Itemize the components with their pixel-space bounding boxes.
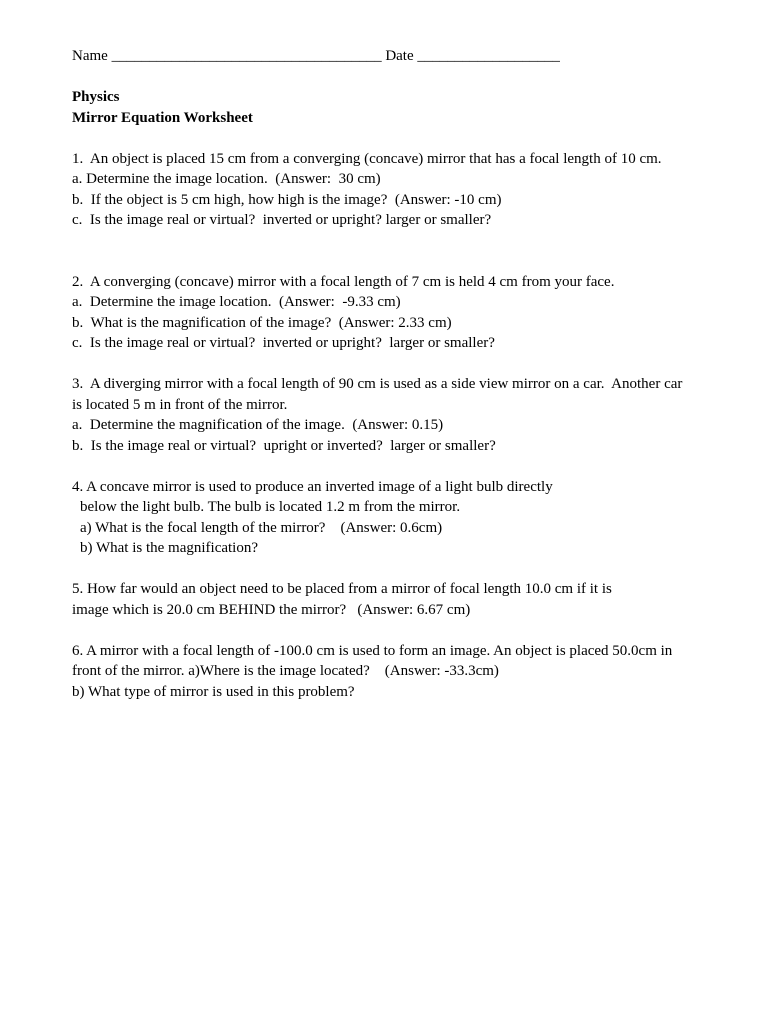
question-line: 1. An object is placed 15 cm from a converging (concave) mirror that has a focal length of 10 cm.	[72, 150, 662, 167]
question-line: 6. A mirror with a focal length of -100.0 cm is used to form an image. An object is placed 50.0cm in	[72, 642, 673, 659]
question-line: a. Determine the magnification of the image. (Answer: 0.15)	[72, 417, 444, 433]
worksheet-title: Mirror Equation Worksheet	[72, 109, 253, 126]
question-5	[72, 579, 712, 620]
question-line: 5. How far would an object need to be placed from a mirror of focal length 10.0 cm if it is	[72, 581, 612, 597]
question-line: is located 5 m in front of the mirror.	[72, 396, 288, 413]
question-2	[72, 272, 712, 354]
spacer	[72, 456, 712, 477]
spacer	[72, 231, 712, 272]
question-line: front of the mirror. a)Where is the image located? (Answer: -33.3cm)	[72, 663, 499, 679]
spacer	[72, 67, 712, 88]
question-line: b. If the object is 5 cm high, how high is the image? (Answer: -10 cm)	[72, 191, 502, 208]
question-line: a) What is the focal length of the mirror? (Answer: 0.6cm)	[80, 519, 443, 536]
question-line: b) What is the magnification?	[80, 540, 259, 556]
question-3	[72, 374, 712, 456]
subject-title: Physics	[72, 89, 120, 105]
worksheet-page	[72, 46, 712, 702]
question-line: 2. A converging (concave) mirror with a focal length of 7 cm is held 4 cm from your face.	[72, 273, 615, 290]
spacer	[72, 354, 712, 375]
question-line: image which is 20.0 cm BEHIND the mirror? (Answer: 6.67 cm)	[72, 601, 471, 618]
question-line: c. Is the image real or virtual? inverted or upright? larger or smaller?	[72, 212, 492, 228]
spacer	[72, 620, 712, 641]
name-date-line: Name ____________________________________ Date ___________________	[72, 48, 560, 64]
question-line: c. Is the image real or virtual? inverted or upright? larger or smaller?	[72, 335, 495, 351]
question-line: 3. A diverging mirror with a focal length of 90 cm is used as a side view mirror on a car. Another car	[72, 376, 683, 392]
question-line: b. What is the magnification of the image? (Answer: 2.33 cm)	[72, 314, 452, 331]
spacer	[72, 128, 712, 149]
question-line: b) What type of mirror is used in this problem?	[72, 683, 355, 700]
question-line: b. Is the image real or virtual? upright or inverted? larger or smaller?	[72, 437, 496, 454]
question-line: below the light bulb. The bulb is located 1.2 m from the mirror.	[80, 499, 461, 515]
question-4	[72, 477, 712, 559]
question-line: 4. A concave mirror is used to produce an inverted image of a light bulb directly	[72, 478, 553, 495]
question-line: a. Determine the image location. (Answer: 30 cm)	[72, 171, 381, 187]
question-line: a. Determine the image location. (Answer: -9.33 cm)	[72, 294, 401, 310]
spacer	[72, 559, 712, 580]
question-6	[72, 641, 712, 703]
question-1	[72, 149, 712, 231]
